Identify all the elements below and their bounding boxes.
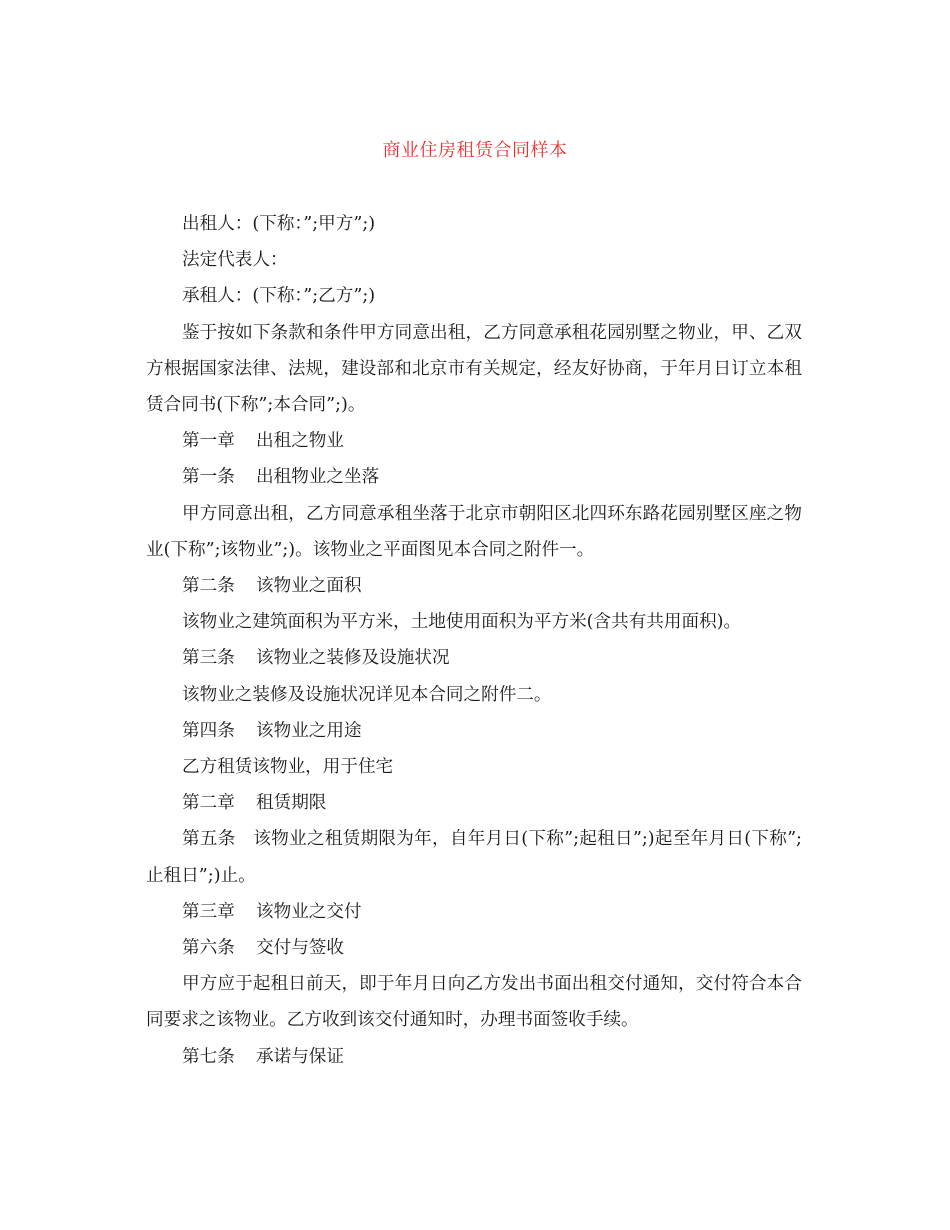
section-heading [146,713,802,749]
body-paragraph: 出租人：(下称：”;甲方”;) [182,214,376,234]
section-number: 第六条 [182,938,235,959]
section-number: 第七条 [182,1046,235,1067]
section-heading [146,930,802,966]
section-heading [146,785,802,821]
section-heading [146,459,802,495]
section-heading-text: 交付与签收 [256,938,344,959]
section-heading-text: 出租之物业 [256,431,344,452]
section-number: 第一条 [182,467,235,488]
body-paragraph: 该物业之装修及设施状况详见本合同之附件二。 [182,684,552,705]
section-heading-text: 该物业之用途 [256,720,362,741]
section-heading-text: 该物业之面积 [256,576,362,597]
body-paragraph: 承租人：(下称：”;乙方”;) [182,286,376,307]
section-heading [146,1039,802,1075]
section-heading [146,568,802,604]
section-heading [146,640,802,676]
body-paragraph: 鉴于按如下条款和条件甲方同意出租，乙方同意承租花园别墅之物业，甲、乙双方根据国家法律、法规，建设部和北京市有关规定，经友好协商，于年月日订立本租赁合同书(下称”;本合同”;)。 [146,322,802,416]
body-paragraph: 法定代表人： [182,250,288,271]
section-number: 第四条 [182,720,235,741]
body-paragraph: 第五条 该物业之租赁期限为年，自年月日(下称”;起租日”;)起至年月日(下称”;止租日”;)止。 [146,829,802,886]
section-heading-text: 出租物业之坐落 [256,467,380,488]
section-number: 第二条 [182,576,235,597]
section-number: 第二章 [182,793,235,814]
section-heading-text: 租赁期限 [256,793,327,814]
section-heading-text: 该物业之交付 [256,901,362,922]
section-heading-text: 该物业之装修及设施状况 [256,648,450,669]
section-number: 第三章 [182,901,235,922]
section-heading [146,894,802,930]
body-paragraph: 甲方同意出租，乙方同意承租坐落于北京市朝阳区北四环东路花园别墅区座之物业(下称”;该物业”;)。该物业之平面图见本合同之附件一。 [146,503,802,560]
body-paragraph: 乙方租赁该物业，用于住宅 [182,757,394,778]
body-paragraph: 该物业之建筑面积为平方米，土地使用面积为平方米(含共有共用面积)。 [182,612,742,633]
section-number: 第三条 [182,648,235,669]
section-heading [146,423,802,459]
document-title: 商业住房租赁合同样本 [382,140,568,161]
section-number: 第一章 [182,431,235,452]
body-paragraph: 甲方应于起租日前天，即于年月日向乙方发出书面出租交付通知，交付符合本合同要求之该物业。乙方收到该交付通知时，办理书面签收手续。 [146,974,802,1031]
document-body [146,206,802,1075]
section-heading-text: 承诺与保证 [256,1046,344,1067]
